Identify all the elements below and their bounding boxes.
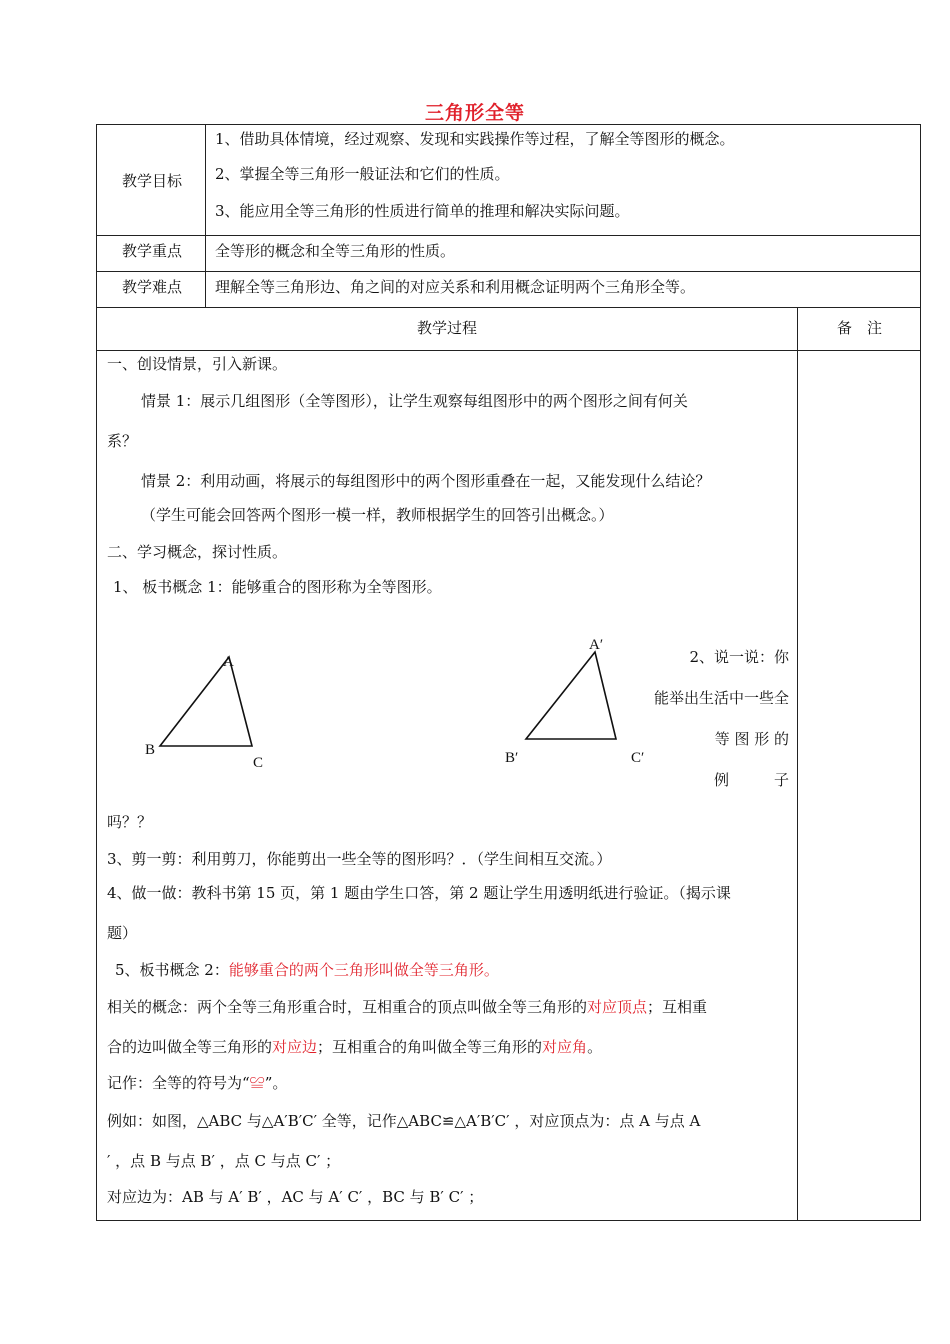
triangle-figures xyxy=(137,625,677,795)
notation-text: 记作：全等的符号为“ xyxy=(107,1074,250,1092)
say-line: 2、说一说：你 xyxy=(689,648,789,666)
objective-item: 1、借助具体情境，经过观察、发现和实践操作等过程，了解全等图形的概念。 xyxy=(215,130,735,148)
vertex-label-c-prime: C′ xyxy=(631,750,645,766)
example-line-1: 例如：如图，△ABC 与△A′B′C′ 全等，记作△ABC≌△A′B′C′ ，对应顶点为：点 A 与点 A xyxy=(107,1112,701,1130)
vertex-label-c: C xyxy=(253,755,264,771)
scene-1-line-1: 情景 1：展示几组图形（全等图形），让学生观察每组图形中的两个图形之间有何关 xyxy=(141,392,688,410)
scene-1-line-2: 系？ xyxy=(107,432,138,450)
notes-column-divider xyxy=(797,307,798,1220)
related-text: 相关的概念：两个全等三角形重合时，互相重合的顶点叫做全等三角形的 xyxy=(107,998,588,1016)
related-text: 。 xyxy=(587,1038,603,1056)
triangle-abc xyxy=(160,657,252,746)
difficulties-text: 理解全等三角形边、角之间的对应关系和利用概念证明两个三角形全等。 xyxy=(215,278,696,296)
row-divider xyxy=(97,235,920,236)
term-corresponding-vertex: 对应顶点 xyxy=(587,998,648,1016)
difficulties-label: 教学难点 xyxy=(121,278,182,296)
say-end: 吗？？ xyxy=(107,813,153,831)
section-2-title: 二、学习概念，探讨性质。 xyxy=(107,543,288,561)
notation-text: ”。 xyxy=(264,1074,288,1092)
concept-2-prefix: 5、板书概念 2： xyxy=(115,961,229,979)
example-line-2: ′ ，点 B 与点 B′ ，点 C 与点 C′ ； xyxy=(107,1152,341,1170)
say-line: 能举出生活中一些全 xyxy=(653,689,789,707)
section-1-title: 一、创设情景，引入新课。 xyxy=(107,355,288,373)
concept-2 xyxy=(115,960,499,980)
process-header: 教学过程 xyxy=(416,319,477,337)
key-points-label: 教学重点 xyxy=(121,242,182,260)
notes-header: 备 注 xyxy=(836,319,882,337)
scene-note: （学生可能会回答两个图形一模一样，教师根据学生的回答引出概念。） xyxy=(141,506,614,524)
corresponding-sides: 对应边为：AB 与 A′ B′ ，AC 与 A′ C′ ，BC 与 B′ C′ ； xyxy=(107,1188,484,1206)
triangle-a-prime-b-prime-c-prime xyxy=(526,652,616,739)
related-concepts-line-2 xyxy=(107,1037,602,1057)
objectives-label: 教学目标 xyxy=(121,172,182,190)
vertex-label-b-prime: B′ xyxy=(505,750,519,766)
say-line: 等 图 形 的 xyxy=(714,730,789,748)
related-text: 合的边叫做全等三角形的 xyxy=(107,1038,273,1056)
do-activity-line-1: 4、做一做：教科书第 15 页，第 1 题由学生口答，第 2 题让学生用透明纸进行验证。（揭示课 xyxy=(107,884,731,902)
related-text: ；互相重合的角叫做全等三角形的 xyxy=(317,1038,543,1056)
do-activity-line-2: 题） xyxy=(107,924,138,942)
vertex-label-a: A xyxy=(223,654,234,670)
term-corresponding-side: 对应边 xyxy=(272,1038,318,1056)
concept-2-definition: 能够重合的两个三角形叫做全等三角形。 xyxy=(228,961,499,979)
say-line: 例 子 xyxy=(713,771,789,789)
objective-item: 3、能应用全等三角形的性质进行简单的推理和解决实际问题。 xyxy=(215,202,630,220)
vertex-label-b: B xyxy=(145,742,156,758)
objective-item: 2、掌握全等三角形一般证法和它们的性质。 xyxy=(215,165,510,183)
lesson-plan-table xyxy=(96,124,921,1221)
document-title: 三角形全等 xyxy=(424,102,525,124)
congruent-symbol: ≌ xyxy=(249,1074,265,1092)
concept-1: 1、 板书概念 1：能够重合的图形称为全等图形。 xyxy=(113,578,442,596)
scene-2: 情景 2：利用动画，将展示的每组图形中的两个图形重叠在一起，又能发现什么结论？ xyxy=(141,472,711,490)
related-concepts-line-1 xyxy=(107,997,707,1017)
row-divider xyxy=(97,271,920,272)
key-points-text: 全等形的概念和全等三角形的性质。 xyxy=(215,242,456,260)
notation xyxy=(107,1073,287,1093)
cut-activity: 3、剪一剪：利用剪刀，你能剪出一些全等的图形吗？．（学生间相互交流。） xyxy=(107,850,612,868)
vertex-label-a-prime: A′ xyxy=(589,637,604,653)
term-corresponding-angle: 对应角 xyxy=(542,1038,588,1056)
related-text: ；互相重 xyxy=(647,998,708,1016)
